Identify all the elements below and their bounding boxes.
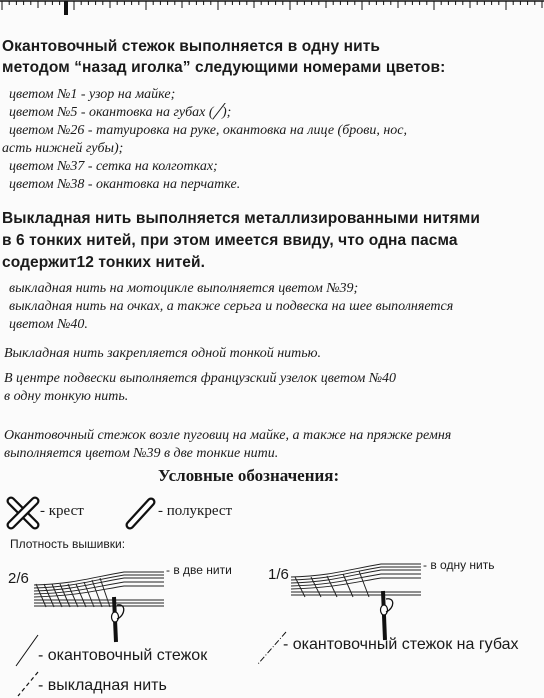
laid-item-40: выкладная нить на очках, а также серьга и подвеска на шее выполняется: [9, 299, 454, 314]
heading-outline-line1: Окантовочный стежок выполняется в одну нить: [2, 38, 381, 55]
ruler-marker: [64, 1, 68, 15]
color-item-38: цветом №38 - окантовка на перчатке.: [9, 177, 241, 192]
lips-stitch-label: - окантовочный стежок на губах: [283, 636, 519, 653]
heading-laid-line1: Выкладная нить выполняется металлизированными нитями: [2, 210, 480, 227]
ruler: [0, 0, 544, 16]
note-button-line1: Окантовочный стежок возле пуговиц на майке, а также на пряжке ремня: [4, 428, 452, 443]
laid-thread-label: - выкладная нить: [38, 677, 167, 694]
outline-stitch-label: - окантовочный стежок: [38, 647, 208, 664]
cross-icon: [6, 496, 40, 530]
color-item-37: цветом №37 - сетка на колготках;: [9, 159, 218, 174]
density-1-6: 1/6: [268, 566, 289, 583]
density-label: Плотность вышивки:: [10, 537, 126, 551]
density-2-6: 2/6: [8, 570, 29, 587]
heading-outline-line2: методом “назад иголка” следующими номерами цветов:: [2, 59, 446, 76]
one-thread-label: - в одну нить: [423, 558, 495, 572]
note-knot-line1: В центре подвески выполняется французский узелок цветом №40: [4, 371, 397, 386]
color-item-26: цветом №26 - татуировка на руке, окантовка на лице (брови, нос,: [9, 123, 407, 138]
legend-cross-label: - крест: [40, 503, 84, 519]
two-threads-label: - в две нити: [166, 563, 232, 577]
two-threads-diagram: [34, 557, 164, 647]
note-fix: Выкладная нить закрепляется одной тонкой нитью.: [4, 346, 322, 361]
note-button-line2: выполняется цветом №39 в две тонкие нити.: [4, 446, 279, 461]
laid-item-40-cont: цветом №40.: [9, 317, 88, 332]
half-cross-icon: [124, 497, 158, 531]
heading-laid-line2: в 6 тонких нитей, при этом имеется ввиду, что одна пасма: [2, 232, 458, 249]
laid-item-39: выкладная нить на мотоцикле выполняется цветом №39;: [9, 281, 359, 296]
note-knot-line2: в одну тонкую нить.: [4, 389, 129, 404]
legend-half-cross-label: - полукрест: [158, 503, 233, 519]
color-item-26-cont: асть нижней губы);: [2, 141, 124, 156]
heading-laid-line3: содержит12 тонких нитей.: [2, 254, 206, 271]
legend-title: Условные обозначения:: [158, 466, 340, 485]
color-item-1: цветом №1 - узор на майке;: [9, 87, 176, 102]
one-thread-diagram: [291, 555, 421, 645]
color-item-5: цветом №5 - окантовка на губах (╱);: [9, 105, 232, 120]
